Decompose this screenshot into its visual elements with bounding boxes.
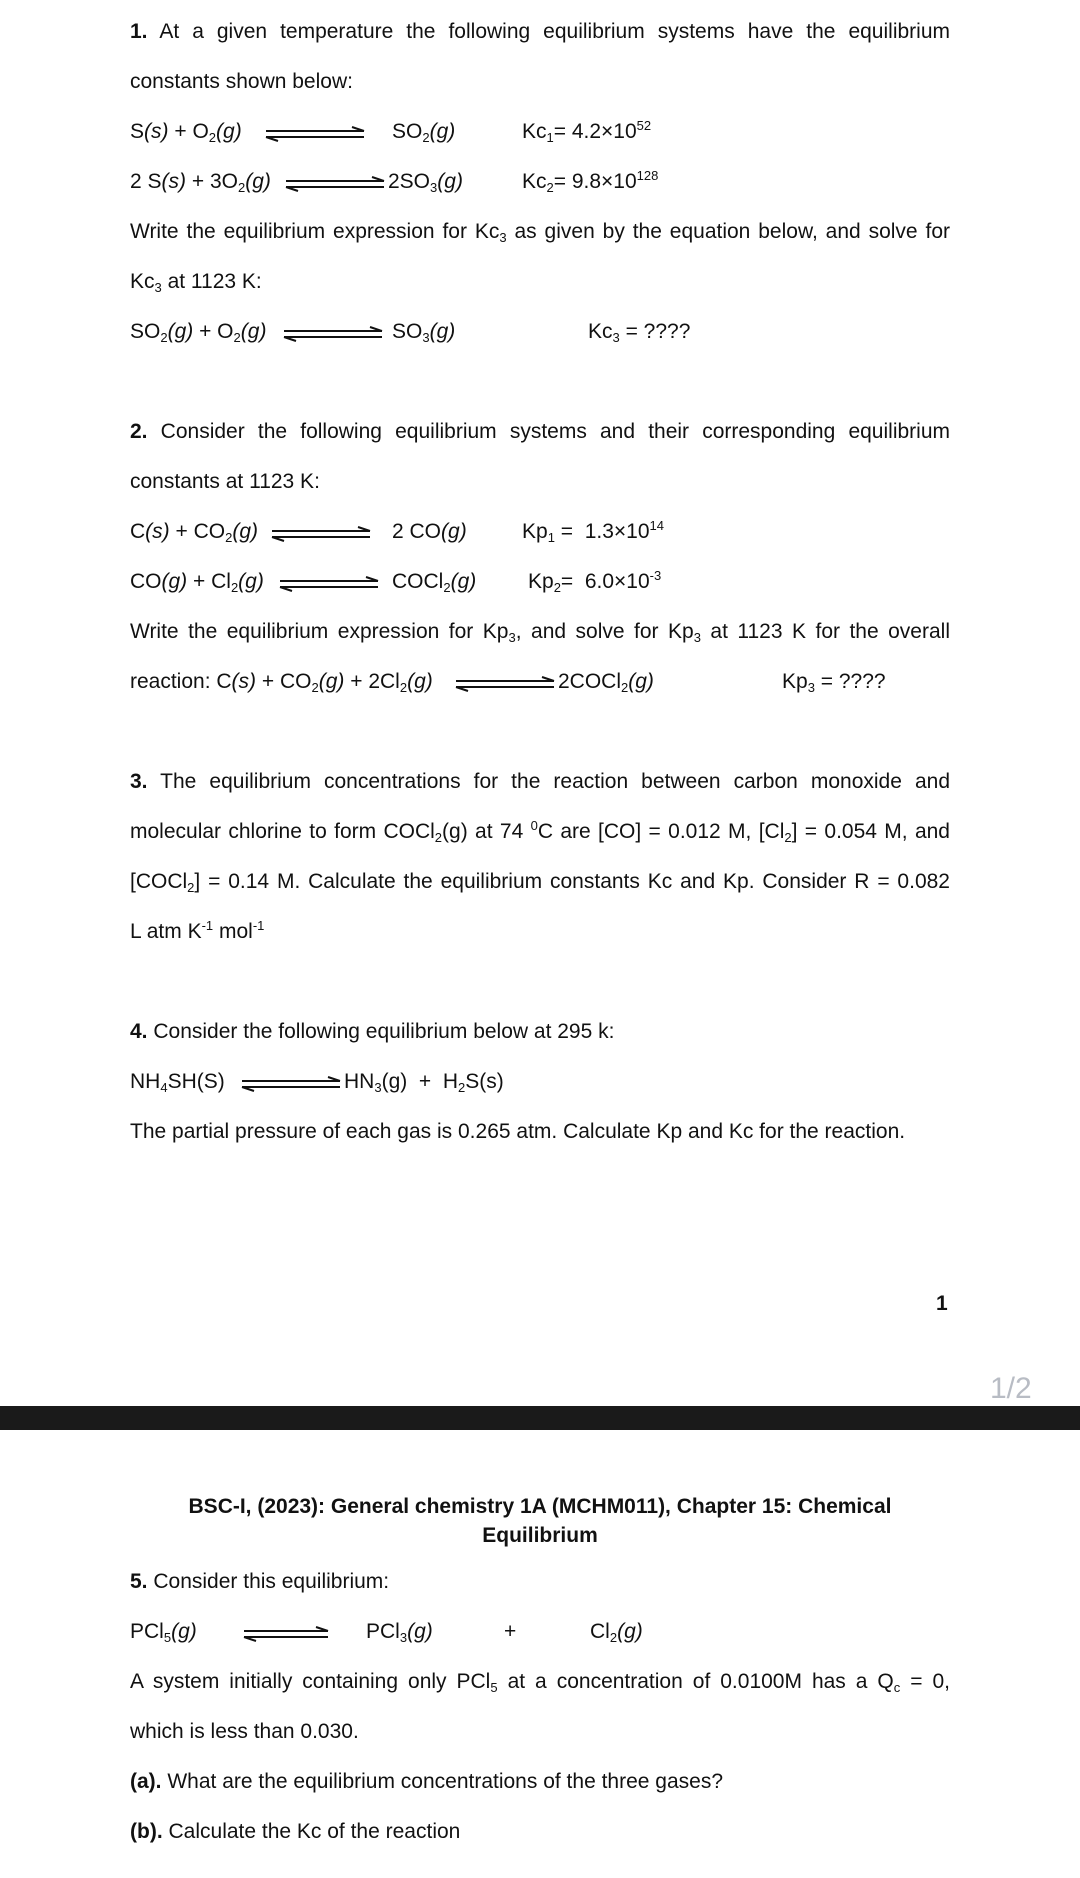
q2-reaction1-k: $Kp_1 = 1.3\times 10^{14}$ [522, 518, 664, 545]
q1-task-line1: Write the equilibrium expression for $Kc_3$ as given by the equation below, and solve for [130, 220, 951, 245]
q2-task-line2: reaction: $C(s) + CO_2(g) + 2Cl_2(g)$ [130, 670, 433, 695]
q5-line2: which is less than 0.030. [130, 1720, 359, 1743]
q5-reaction-plus: + [504, 1620, 517, 1643]
equilibrium-arrow-icon [280, 326, 386, 342]
q1-intro-line2: constants shown below: [130, 70, 353, 93]
q2-reaction3-k: $Kp_3$ = ???? [782, 670, 886, 695]
page-separator [0, 1406, 1080, 1430]
q1-reaction2-rhs: $2SO_3(g)$ [388, 170, 463, 195]
header-line1: BSC-I, (2023): General chemistry 1A (MCHM011), Chapter 15: Chemical [188, 1495, 892, 1518]
q2-reaction1-lhs: $C(s) + CO_2(g)$ [130, 520, 259, 545]
q5-reaction-lhs: PCl$_5$(g) [130, 1620, 197, 1645]
q5-part-b: (b). Calculate the Kc of the reaction [130, 1820, 461, 1843]
header-line2: Equilibrium [482, 1524, 598, 1547]
q3-line2: molecular chlorine to form COCl$_2$(g) at 74 $^0$C are [CO] = 0.012 M, $[Cl_2] = 0.054$ M, and [130, 818, 950, 845]
q1-reaction2-lhs: 2 $S(s) + 3O_2(g)$ [130, 170, 271, 195]
document-header [150, 1492, 930, 1550]
q1-intro-line1: 1. At a given temperature the following equilibrium systems have the equilibrium [130, 20, 950, 43]
q1-reaction1-rhs: $SO_2(g)$ [392, 120, 456, 145]
q3-line1: 3. The equilibrium concentrations for the reaction between carbon monoxide and [130, 770, 950, 793]
page-number: 1 [936, 1292, 948, 1315]
q4-intro: 4. Consider the following equilibrium below at 295 k: [130, 1020, 615, 1043]
q2-intro-line2: constants at 1123 K: [130, 470, 320, 493]
q4-reaction-lhs: $NH_4SH(S)$ [130, 1070, 225, 1095]
equilibrium-arrow-icon [282, 176, 388, 192]
q5-reaction-product2: $Cl_2(g)$ [590, 1620, 643, 1645]
equilibrium-arrow-icon [268, 526, 374, 542]
page-indicator: 1/2 [990, 1372, 1032, 1405]
q4-task: The partial pressure of each gas is 0.265 atm. Calculate Kp and Kc for the reaction. [130, 1120, 906, 1143]
equilibrium-arrow-icon [238, 1076, 344, 1092]
q1-reaction2-k: $Kc_2= 9.8\times 10^{128}$ [522, 168, 659, 195]
q2-reaction2-k: $Kp_2= 6.0\times 10^{-3}$ [528, 568, 662, 595]
q2-reaction1-rhs: 2 CO(g) [392, 520, 467, 543]
equilibrium-arrow-icon [262, 126, 368, 142]
q2-reaction3-rhs: 2COCl$_2$(g) [558, 670, 654, 695]
equilibrium-arrow-icon [276, 576, 382, 592]
q1-reaction1-lhs: $S(s) + O_2(g)$ [130, 120, 242, 145]
q1-reaction3-k: $Kc_3$ = ???? [588, 320, 691, 345]
q5-reaction-product1: PCl$_3$(g) [366, 1620, 433, 1645]
q1-task-line2: $Kc_3$ at 1123 K: [130, 270, 262, 295]
q5-intro: 5. Consider this equilibrium: [130, 1570, 390, 1593]
q1-reaction1-k: $Kc_1= 4.2\times 10^{52}$ [522, 118, 652, 145]
equilibrium-arrow-icon [240, 1626, 332, 1642]
q2-intro-line1: 2. Consider the following equilibrium systems and their corresponding equilibrium [130, 420, 950, 443]
q1-reaction3-lhs: $SO_2(g) + O_2(g)$ [130, 320, 267, 345]
q2-reaction2-lhs: $CO(g) + Cl_2(g)$ [130, 570, 264, 595]
q4-reaction-rhs: $HN_3(g) + H_2S(s)$ [344, 1070, 504, 1095]
q3-line3: [COCl$_2$] = 0.14 M. Calculate the equilibrium constants Kc and Kp. Consider R = 0.082 [130, 870, 950, 895]
equilibrium-arrow-icon [452, 676, 558, 692]
q5-line1: A system initially containing only PCl$_5$ at a concentration of 0.0100M has a $Q_c = 0$, [130, 1670, 951, 1695]
q1-reaction3-rhs: $SO_3(g)$ [392, 320, 456, 345]
q2-reaction2-rhs: COCl$_2$(g) [392, 570, 477, 595]
q2-task-line1: Write the equilibrium expression for $Kp_3$, and solve for $Kp_3$ at 1123 K for the overall [130, 620, 950, 645]
q5-part-a: (a). What are the equilibrium concentrations of the three gases? [130, 1770, 723, 1793]
q3-line4: L atm $K^{-1}$ mol$^{-1}$ [130, 918, 265, 943]
